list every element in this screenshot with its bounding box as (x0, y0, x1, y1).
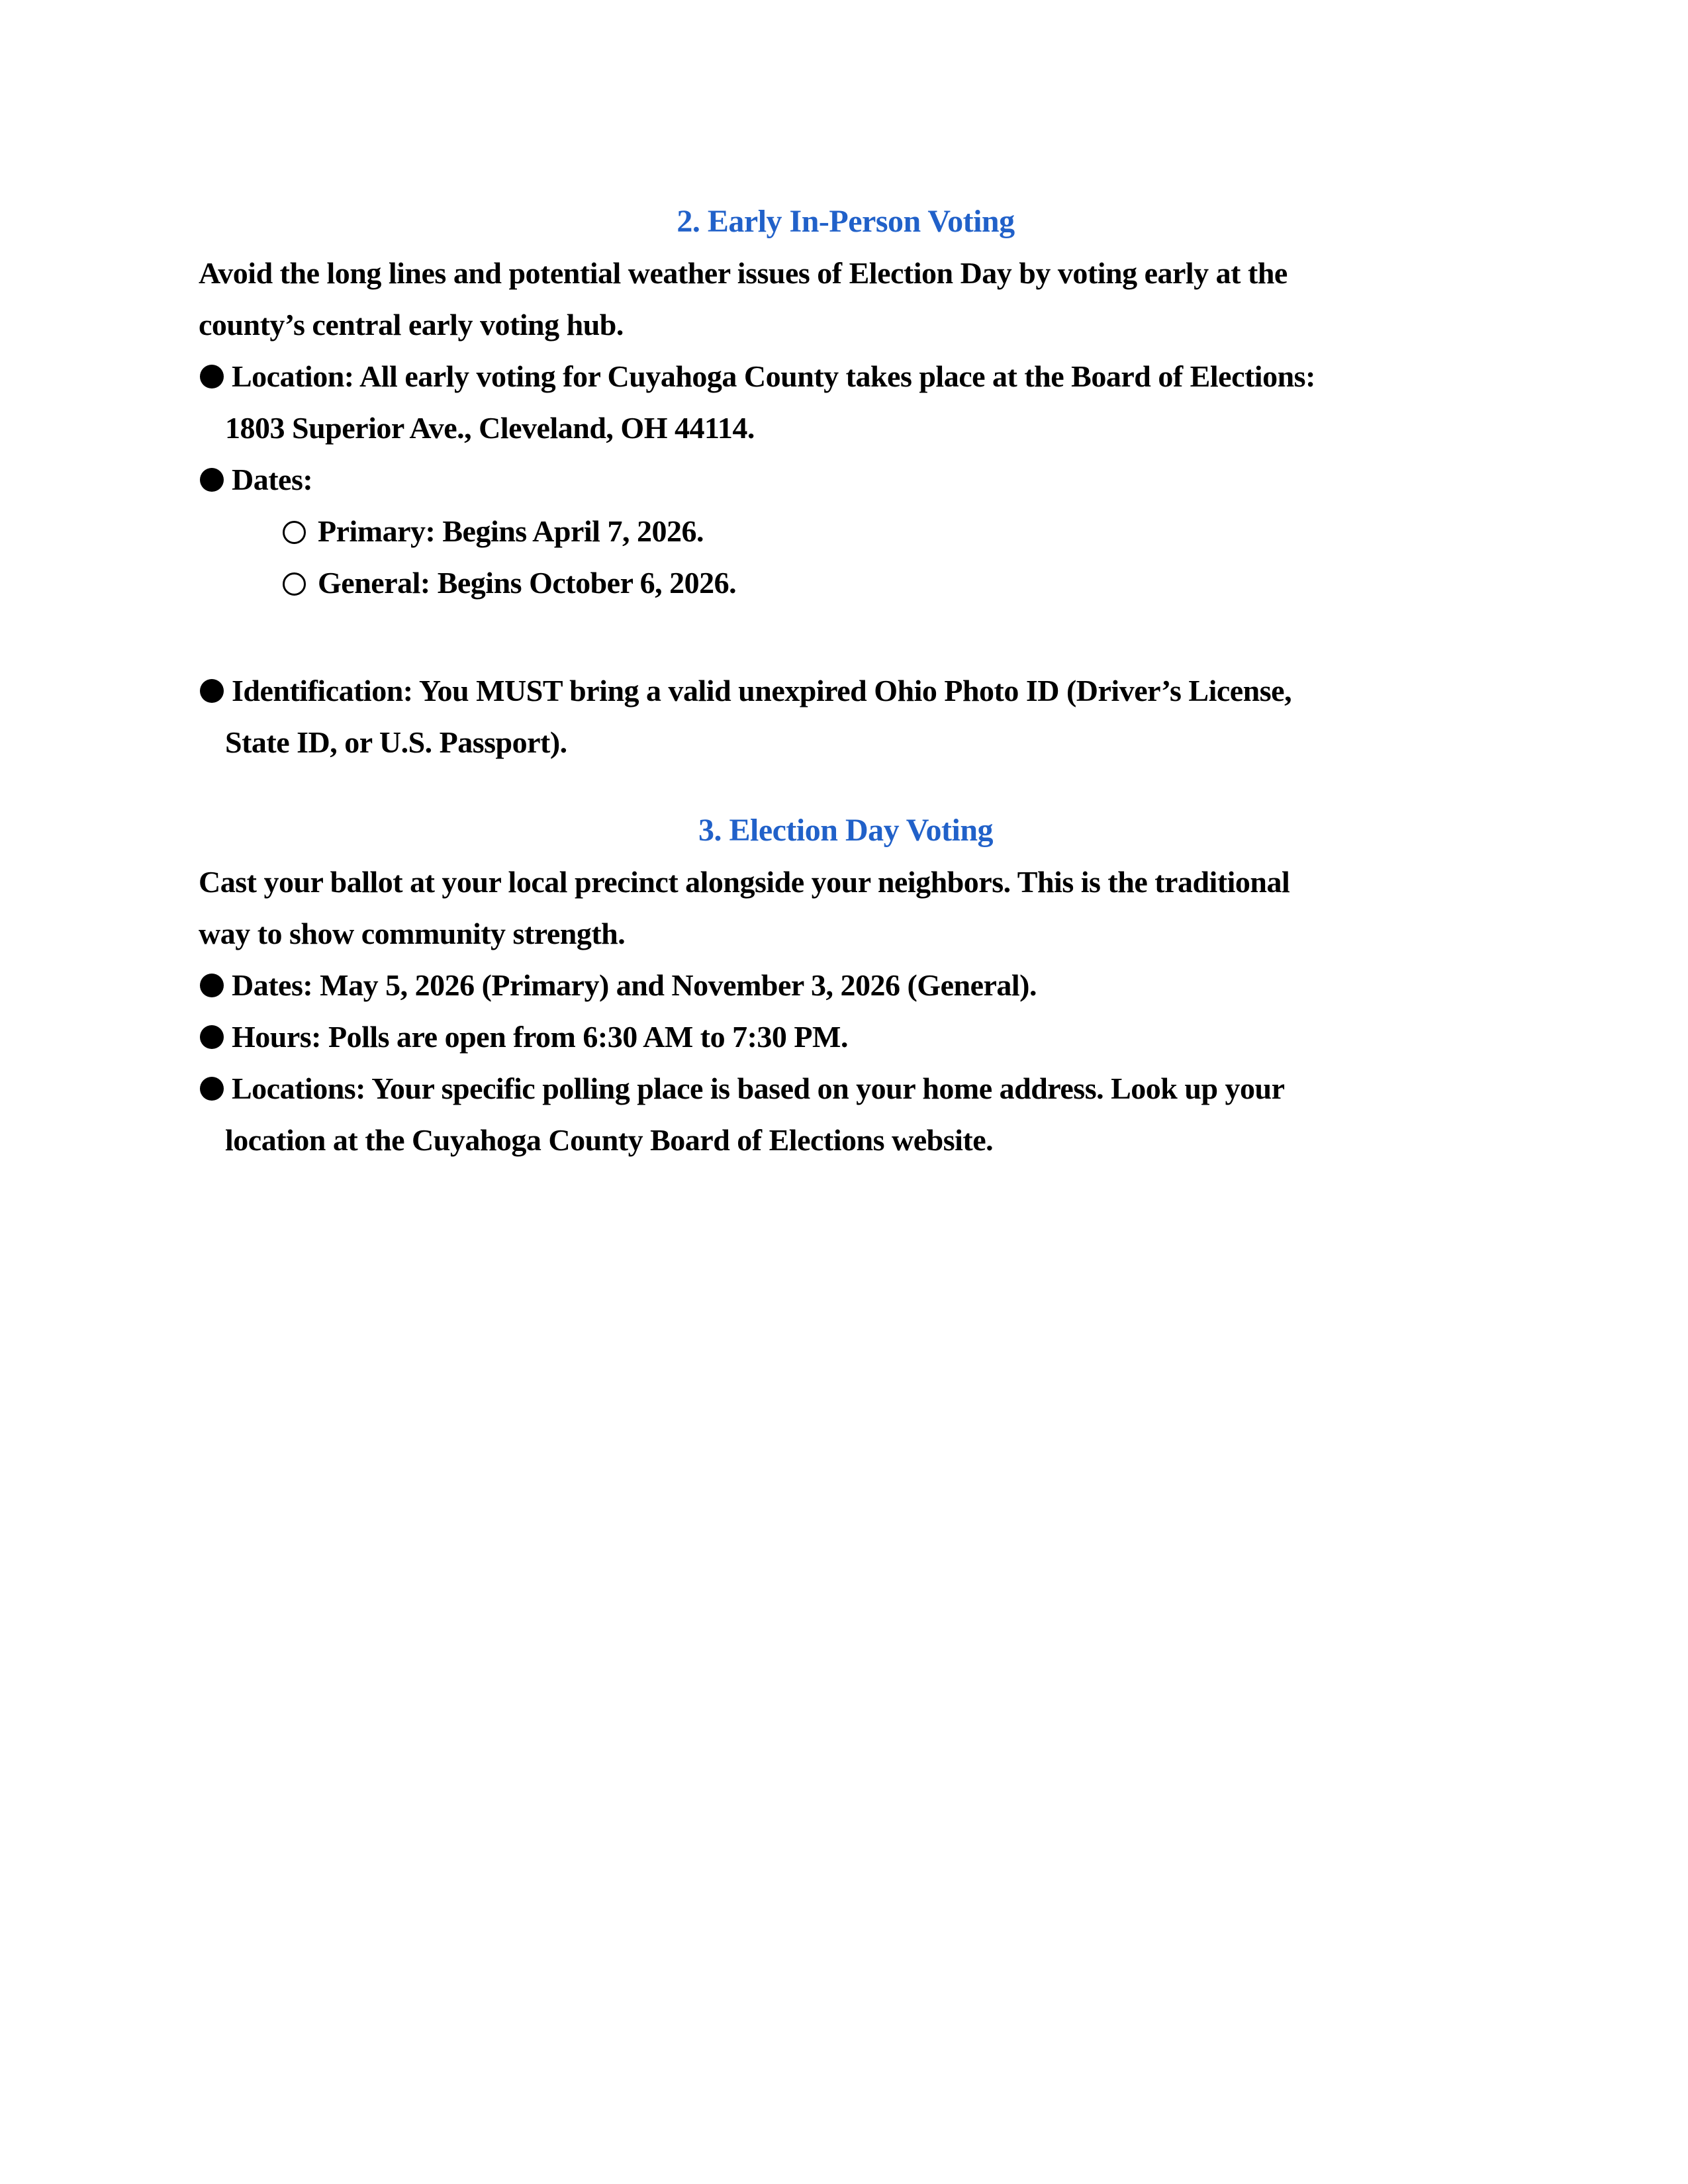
bullet-dot-icon (200, 1077, 224, 1101)
sub-bullet-item-text: General: Begins October 6, 2026. (318, 566, 737, 600)
paragraph-line: way to show community strength. (199, 917, 626, 950)
bullet-item-hours (199, 1011, 1493, 1063)
blank-line-spacer (199, 609, 1493, 665)
sub-bullet-item-text: Primary: Begins April 7, 2026. (318, 514, 704, 548)
bullet-dot-icon (200, 468, 224, 492)
bullet-item-text: Hours: Polls are open from 6:30 AM to 7:30 PM. (232, 1020, 848, 1054)
bullet-item-location (199, 351, 1493, 402)
bullet-item-identification (199, 665, 1493, 717)
blank-line-spacer (199, 768, 1493, 805)
sub-bullet-item-primary (199, 506, 1493, 557)
bullet-item-text: Identification: You MUST bring a valid unexpired Ohio Photo ID (Driver’s License, (232, 674, 1292, 707)
bullet-circle-icon (283, 572, 306, 596)
paragraph-line: county’s central early voting hub. (199, 308, 624, 341)
bullet-item-text: Dates: (232, 463, 313, 496)
bullet-item-continuation: location at the Cuyahoga County Board of Elections website. (225, 1123, 994, 1157)
bullet-item-dates (199, 960, 1493, 1011)
bullet-circle-icon (283, 521, 306, 544)
section-heading-election-day: 3. Election Day Voting (698, 813, 994, 848)
bullet-item-text: Locations: Your specific polling place is based on your home address. Look up your (232, 1071, 1285, 1105)
bullet-item-locations (199, 1063, 1493, 1115)
section-heading-early-voting: 2. Early In-Person Voting (677, 204, 1015, 239)
bullet-dot-icon (200, 1025, 224, 1049)
bullet-item-continuation: 1803 Superior Ave., Cleveland, OH 44114. (225, 411, 755, 445)
bullet-item-text: Location: All early voting for Cuyahoga County takes place at the Board of Elections: (232, 359, 1315, 393)
sub-bullet-item-general (199, 557, 1493, 609)
bullet-dot-icon (200, 365, 224, 388)
bullet-dot-icon (200, 974, 224, 997)
bullet-item-continuation: State ID, or U.S. Passport). (225, 725, 567, 759)
bullet-dot-icon (200, 679, 224, 703)
bullet-item-text: Dates: May 5, 2026 (Primary) and November 3, 2026 (General). (232, 968, 1037, 1002)
paragraph-line: Avoid the long lines and potential weather issues of Election Day by voting early at the (199, 256, 1288, 290)
bullet-item-dates (199, 454, 1493, 506)
paragraph-line: Cast your ballot at your local precinct alongside your neighbors. This is the traditional (199, 865, 1290, 899)
